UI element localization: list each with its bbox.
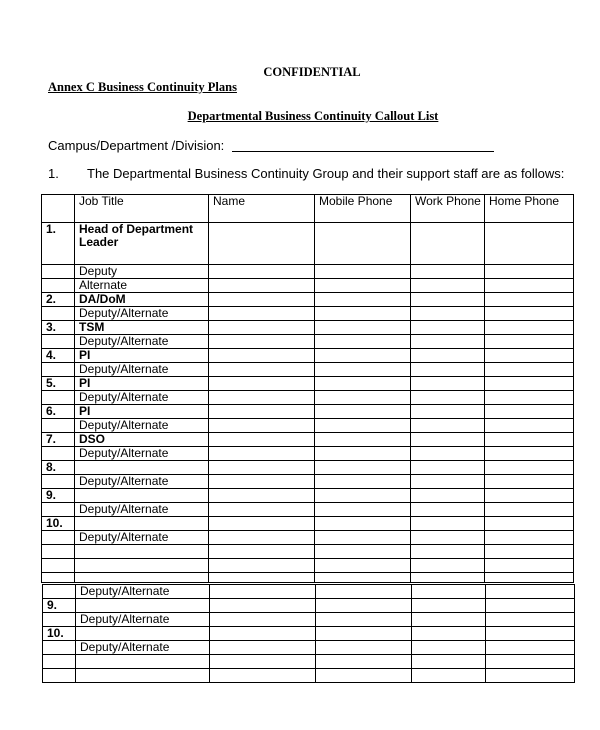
row-number: [42, 531, 75, 545]
row-number: 8.: [42, 461, 75, 475]
job-title-cell: DA/DoM: [75, 293, 209, 307]
name-cell[interactable]: [209, 503, 315, 517]
name-cell[interactable]: [209, 223, 315, 265]
row-number: [42, 307, 75, 321]
table-row: [43, 669, 575, 683]
name-cell[interactable]: [210, 669, 316, 683]
row-number: [42, 265, 75, 279]
campus-field: [48, 138, 494, 153]
work-phone-cell[interactable]: [412, 655, 486, 669]
home-phone-cell[interactable]: [485, 419, 574, 433]
column-header: Job Title: [75, 195, 209, 223]
home-phone-cell[interactable]: [485, 559, 574, 573]
work-phone-cell[interactable]: [411, 293, 485, 307]
table-row: [42, 391, 574, 405]
work-phone-cell[interactable]: [411, 517, 485, 531]
mobile-phone-cell[interactable]: [315, 503, 411, 517]
job-title-cell: DSO: [75, 433, 209, 447]
mobile-phone-cell[interactable]: [315, 265, 411, 279]
mobile-phone-cell[interactable]: [315, 391, 411, 405]
work-phone-cell[interactable]: [411, 545, 485, 559]
row-number: 2.: [42, 293, 75, 307]
home-phone-cell[interactable]: [485, 517, 574, 531]
work-phone-cell[interactable]: [411, 559, 485, 573]
job-title-cell: Head of Department Leader: [75, 223, 209, 265]
job-title-cell: [76, 669, 210, 683]
home-phone-cell[interactable]: [485, 307, 574, 321]
job-title-cell: [75, 461, 209, 475]
row-number: 9.: [42, 489, 75, 503]
job-title-cell: Deputy/Alternate: [76, 585, 210, 599]
mobile-phone-cell[interactable]: [315, 489, 411, 503]
row-number: [43, 655, 76, 669]
work-phone-cell[interactable]: [411, 503, 485, 517]
job-title-cell: Deputy/Alternate: [75, 531, 209, 545]
job-title-cell: Deputy/Alternate: [76, 641, 210, 655]
work-phone-cell[interactable]: [411, 475, 485, 489]
mobile-phone-cell[interactable]: [315, 433, 411, 447]
row-number: 7.: [42, 433, 75, 447]
name-cell[interactable]: [209, 419, 315, 433]
home-phone-cell[interactable]: [485, 293, 574, 307]
row-number: 10.: [43, 627, 76, 641]
table-header-row: [42, 195, 574, 223]
row-number: [42, 363, 75, 377]
name-cell[interactable]: [209, 349, 315, 363]
home-phone-cell[interactable]: [485, 321, 574, 335]
work-phone-cell[interactable]: [411, 335, 485, 349]
mobile-phone-cell[interactable]: [315, 545, 411, 559]
table-row: [42, 307, 574, 321]
name-cell[interactable]: [209, 531, 315, 545]
callout-table-continued: [42, 584, 575, 683]
job-title-cell: PI: [75, 377, 209, 391]
mobile-phone-cell[interactable]: [315, 461, 411, 475]
work-phone-cell[interactable]: [411, 349, 485, 363]
table-row: [42, 475, 574, 489]
job-title-cell: Deputy/Alternate: [76, 613, 210, 627]
job-title-cell: TSM: [75, 321, 209, 335]
row-number: [42, 503, 75, 517]
name-cell[interactable]: [210, 613, 316, 627]
row-number: 10.: [42, 517, 75, 531]
home-phone-cell[interactable]: [485, 223, 574, 265]
mobile-phone-cell[interactable]: [315, 349, 411, 363]
work-phone-cell[interactable]: [411, 321, 485, 335]
home-phone-cell[interactable]: [486, 613, 575, 627]
row-number: [42, 391, 75, 405]
table-row: [42, 461, 574, 475]
name-cell[interactable]: [209, 293, 315, 307]
name-cell[interactable]: [210, 599, 316, 613]
mobile-phone-cell[interactable]: [316, 641, 412, 655]
home-phone-cell[interactable]: [485, 335, 574, 349]
table-row: [42, 559, 574, 573]
mobile-phone-cell[interactable]: [315, 559, 411, 573]
work-phone-cell[interactable]: [411, 461, 485, 475]
name-cell[interactable]: [209, 559, 315, 573]
name-cell[interactable]: [209, 377, 315, 391]
table-row: [43, 655, 575, 669]
name-cell[interactable]: [209, 335, 315, 349]
job-title-cell: Deputy/Alternate: [75, 307, 209, 321]
table-row: [42, 293, 574, 307]
row-number: 6.: [42, 405, 75, 419]
row-number: [43, 641, 76, 655]
table-row: [42, 405, 574, 419]
table-row: [42, 377, 574, 391]
home-phone-cell[interactable]: [485, 489, 574, 503]
name-cell[interactable]: [209, 517, 315, 531]
job-title-cell: [75, 517, 209, 531]
name-cell[interactable]: [210, 655, 316, 669]
mobile-phone-cell[interactable]: [316, 669, 412, 683]
table-row: [42, 335, 574, 349]
name-cell[interactable]: [209, 489, 315, 503]
mobile-phone-cell[interactable]: [315, 223, 411, 265]
work-phone-cell[interactable]: [412, 599, 486, 613]
mobile-phone-cell[interactable]: [315, 335, 411, 349]
row-number: [42, 279, 75, 293]
name-cell[interactable]: [210, 627, 316, 641]
home-phone-cell[interactable]: [486, 627, 575, 641]
work-phone-cell[interactable]: [412, 627, 486, 641]
table-row: [43, 627, 575, 641]
row-number: 9.: [43, 599, 76, 613]
campus-blank-line[interactable]: [232, 139, 494, 152]
mobile-phone-cell[interactable]: [315, 573, 411, 583]
table-row: [42, 447, 574, 461]
row-number: [42, 573, 75, 583]
home-phone-cell[interactable]: [486, 585, 575, 599]
name-cell[interactable]: [209, 391, 315, 405]
table-row: [42, 349, 574, 363]
table-row: [42, 573, 574, 583]
row-number: 1.: [42, 223, 75, 265]
job-title-cell: Deputy/Alternate: [75, 447, 209, 461]
table-row: [42, 433, 574, 447]
name-cell[interactable]: [210, 585, 316, 599]
work-phone-cell[interactable]: [412, 585, 486, 599]
name-cell[interactable]: [209, 405, 315, 419]
mobile-phone-cell[interactable]: [316, 599, 412, 613]
row-number: 3.: [42, 321, 75, 335]
name-cell[interactable]: [209, 433, 315, 447]
mobile-phone-cell[interactable]: [316, 627, 412, 641]
home-phone-cell[interactable]: [485, 265, 574, 279]
work-phone-cell[interactable]: [412, 613, 486, 627]
work-phone-cell[interactable]: [411, 489, 485, 503]
work-phone-cell[interactable]: [411, 447, 485, 461]
mobile-phone-cell[interactable]: [315, 405, 411, 419]
mobile-phone-cell[interactable]: [315, 475, 411, 489]
annex-title: Annex C Business Continuity Plans: [48, 80, 237, 94]
table-row: [43, 613, 575, 627]
home-phone-cell[interactable]: [485, 503, 574, 517]
job-title-cell: [76, 599, 210, 613]
name-cell[interactable]: [209, 265, 315, 279]
table-row: [42, 223, 574, 265]
mobile-phone-cell[interactable]: [315, 279, 411, 293]
name-cell[interactable]: [209, 573, 315, 583]
work-phone-cell[interactable]: [411, 391, 485, 405]
table-row: [42, 419, 574, 433]
home-phone-cell[interactable]: [485, 447, 574, 461]
column-header: Work Phone: [411, 195, 485, 223]
name-cell[interactable]: [209, 307, 315, 321]
job-title-cell: Deputy/Alternate: [75, 475, 209, 489]
callout-list-title: Departmental Business Continuity Callout List: [187, 109, 439, 123]
mobile-phone-cell[interactable]: [316, 655, 412, 669]
home-phone-cell[interactable]: [486, 669, 575, 683]
job-title-cell: Deputy/Alternate: [75, 419, 209, 433]
row-number: [42, 545, 75, 559]
job-title-cell: [76, 627, 210, 641]
home-phone-cell[interactable]: [485, 531, 574, 545]
name-cell[interactable]: [209, 475, 315, 489]
table-row: [42, 321, 574, 335]
home-phone-cell[interactable]: [486, 599, 575, 613]
column-header: Mobile Phone: [315, 195, 411, 223]
campus-label: Campus/Department /Division:: [48, 138, 225, 153]
table-row: [42, 363, 574, 377]
table-row: [43, 641, 575, 655]
home-phone-cell[interactable]: [485, 545, 574, 559]
row-number: [42, 559, 75, 573]
job-title-cell: Deputy: [75, 265, 209, 279]
table-row: [42, 265, 574, 279]
home-phone-cell[interactable]: [486, 655, 575, 669]
mobile-phone-cell[interactable]: [315, 307, 411, 321]
job-title-cell: Deputy/Alternate: [75, 391, 209, 405]
job-title-cell: Deputy/Alternate: [75, 503, 209, 517]
home-phone-cell[interactable]: [485, 475, 574, 489]
mobile-phone-cell[interactable]: [315, 293, 411, 307]
job-title-cell: [75, 545, 209, 559]
work-phone-cell[interactable]: [411, 223, 485, 265]
name-cell[interactable]: [210, 641, 316, 655]
table-row: [42, 517, 574, 531]
table-row: [42, 531, 574, 545]
job-title-cell: Deputy/Alternate: [75, 363, 209, 377]
work-phone-cell[interactable]: [411, 419, 485, 433]
job-title-cell: [76, 655, 210, 669]
table-row: [43, 599, 575, 613]
job-title-cell: PI: [75, 405, 209, 419]
mobile-phone-cell[interactable]: [316, 613, 412, 627]
work-phone-cell[interactable]: [411, 531, 485, 545]
mobile-phone-cell[interactable]: [315, 531, 411, 545]
header-number-cell: [42, 195, 75, 223]
mobile-phone-cell[interactable]: [315, 377, 411, 391]
row-number: [42, 475, 75, 489]
work-phone-cell[interactable]: [411, 377, 485, 391]
work-phone-cell[interactable]: [411, 433, 485, 447]
item-text: The Departmental Business Continuity Group and their support staff are as follows:: [87, 166, 565, 181]
name-cell[interactable]: [209, 321, 315, 335]
mobile-phone-cell[interactable]: [315, 363, 411, 377]
row-number: [42, 335, 75, 349]
job-title-cell: Alternate: [75, 279, 209, 293]
job-title-cell: Deputy/Alternate: [75, 335, 209, 349]
mobile-phone-cell[interactable]: [315, 517, 411, 531]
work-phone-cell[interactable]: [412, 641, 486, 655]
home-phone-cell[interactable]: [485, 363, 574, 377]
home-phone-cell[interactable]: [485, 461, 574, 475]
name-cell[interactable]: [209, 545, 315, 559]
work-phone-cell[interactable]: [411, 265, 485, 279]
work-phone-cell[interactable]: [411, 573, 485, 583]
job-title-cell: PI: [75, 349, 209, 363]
table-row: [42, 279, 574, 293]
row-number: 5.: [42, 377, 75, 391]
name-cell[interactable]: [209, 461, 315, 475]
mobile-phone-cell[interactable]: [315, 419, 411, 433]
row-number: [43, 669, 76, 683]
table-row: [42, 545, 574, 559]
callout-table: [41, 194, 574, 583]
home-phone-cell[interactable]: [485, 349, 574, 363]
mobile-phone-cell[interactable]: [315, 321, 411, 335]
home-phone-cell[interactable]: [485, 377, 574, 391]
name-cell[interactable]: [209, 363, 315, 377]
mobile-phone-cell[interactable]: [316, 585, 412, 599]
work-phone-cell[interactable]: [411, 279, 485, 293]
name-cell[interactable]: [209, 447, 315, 461]
row-number: 4.: [42, 349, 75, 363]
table-row: [43, 585, 575, 599]
name-cell[interactable]: [209, 279, 315, 293]
job-title-cell: [75, 559, 209, 573]
table-row: [42, 489, 574, 503]
row-number: [42, 419, 75, 433]
work-phone-cell[interactable]: [411, 307, 485, 321]
column-header: Name: [209, 195, 315, 223]
column-header: Home Phone: [485, 195, 574, 223]
mobile-phone-cell[interactable]: [315, 447, 411, 461]
row-number: [42, 447, 75, 461]
home-phone-cell[interactable]: [485, 391, 574, 405]
job-title-cell: [75, 489, 209, 503]
job-title-cell: [75, 573, 209, 583]
table-row: [42, 503, 574, 517]
work-phone-cell[interactable]: [411, 363, 485, 377]
home-phone-cell[interactable]: [485, 405, 574, 419]
item-number: 1.: [48, 166, 59, 181]
work-phone-cell[interactable]: [412, 669, 486, 683]
row-number: [43, 613, 76, 627]
confidential-heading: CONFIDENTIAL: [263, 65, 361, 79]
home-phone-cell[interactable]: [485, 433, 574, 447]
home-phone-cell[interactable]: [485, 573, 574, 583]
work-phone-cell[interactable]: [411, 405, 485, 419]
row-number: [43, 585, 76, 599]
home-phone-cell[interactable]: [486, 641, 575, 655]
home-phone-cell[interactable]: [485, 279, 574, 293]
